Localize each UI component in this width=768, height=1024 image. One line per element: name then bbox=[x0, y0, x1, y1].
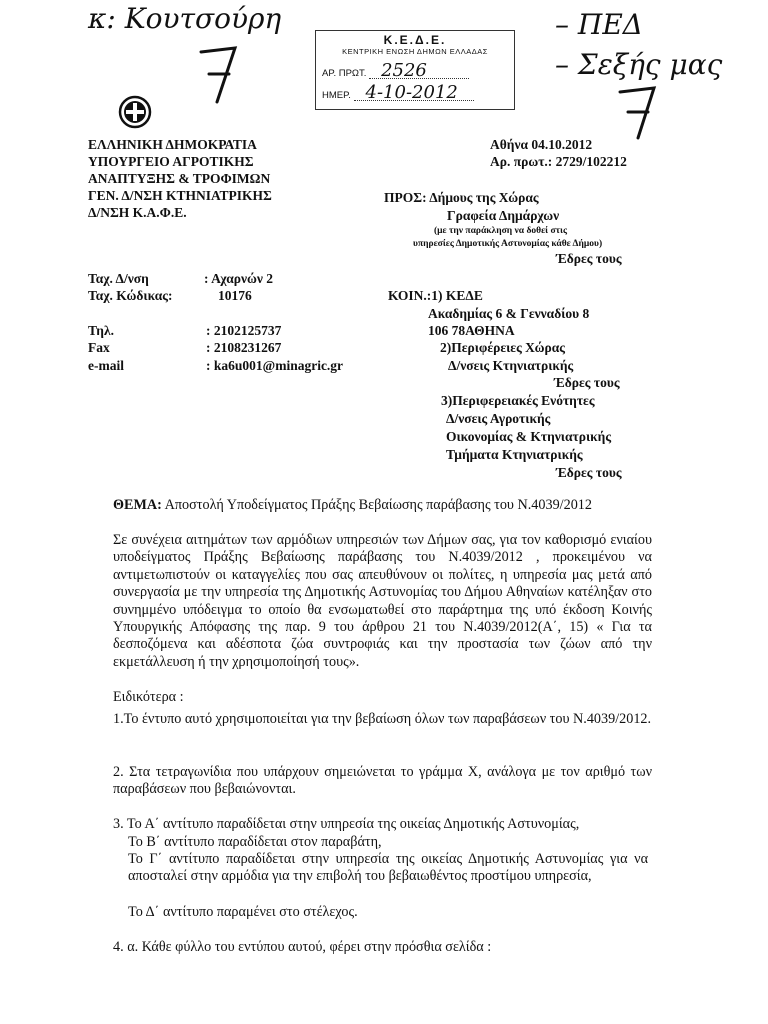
cc-line-5: Δ/νσεις Κτηνιατρικής bbox=[448, 358, 574, 373]
body-point-3b: Το Β΄ αντίτυπο παραδίδεται στον παραβάτη, bbox=[128, 834, 382, 850]
greek-emblem-icon bbox=[118, 95, 152, 129]
cc-line-7: 3)Περιφερειακές Ενότητες bbox=[441, 393, 595, 408]
handwritten-note-top-left: κ: Κουτσούρη bbox=[88, 2, 282, 35]
cc-line-8: Δ/νσεις Αγροτικής bbox=[446, 411, 551, 426]
handwritten-note-top-right-2: – Σεξής μας bbox=[555, 48, 723, 81]
stamp-protocol-row bbox=[322, 60, 469, 81]
contact-fax-value: : 2108231267 bbox=[206, 340, 282, 355]
handwritten-mark-7-left bbox=[195, 40, 245, 110]
cc-line-9: Οικονομίας & Κτηνιατρικής bbox=[446, 429, 612, 444]
contact-fax-label: Fax bbox=[88, 340, 110, 355]
sender-line-3: ΑΝΑΠΤΥΞΗΣ & ΤΡΟΦΙΜΩΝ bbox=[88, 171, 271, 186]
body-point-3a: 3. Το Α΄ αντίτυπο παραδίδεται στην υπηρεσία της οικείας Δημοτικής Αστυνομίας, bbox=[113, 816, 580, 832]
contact-zip-value: 10176 bbox=[218, 288, 252, 303]
body-point-2: 2. Στα τετραγωνίδια που υπάρχουν σημειώνεται το γράμμα Χ, ανάλογα με τον αριθμό των παραβάσεων που βεβαιώνονται. bbox=[113, 764, 652, 798]
cc-line-6: Έδρες τους bbox=[554, 375, 620, 390]
stamp-date-row bbox=[322, 82, 474, 103]
reception-stamp bbox=[315, 30, 515, 110]
sender-line-1: ΕΛΛΗΝΙΚΗ ΔΗΜΟΚΡΑΤΙΑ bbox=[88, 137, 257, 152]
document-meta bbox=[490, 136, 627, 170]
sender-block bbox=[88, 136, 272, 221]
body-point-1: 1.Το έντυπο αυτό χρησιμοποιείται για την βεβαίωση όλων των παραβάσεων του Ν.4039/2012. bbox=[113, 711, 652, 727]
cc-line-2: Ακαδημίας 6 & Γενναδίου 8 bbox=[428, 306, 590, 321]
cc-line-3: 106 78ΑΘΗΝΑ bbox=[428, 323, 515, 338]
body-point-4: 4. α. Κάθε φύλλο του εντύπου αυτού, φέρει στην πρόσθια σελίδα : bbox=[113, 939, 492, 955]
body-specifically: Ειδικότερα : bbox=[113, 689, 184, 705]
body-point-3c: Το Γ΄ αντίτυπο παραδίδεται στην υπηρεσία της οικείας Δημοτικής Αστυνομίας για να αποσταλεί στην αρμόδια για την επιβολή του βεβαιωθέντος προστίμου υπηρεσία, bbox=[128, 851, 648, 885]
sender-line-5: Δ/ΝΣΗ Κ.Α.Φ.Ε. bbox=[88, 205, 187, 220]
stamp-org-full: ΚΕΝΤΡΙΚΗ ΕΝΩΣΗ ΔΗΜΩΝ ΕΛΛΑΔΑΣ bbox=[342, 47, 488, 56]
stamp-date-label: ΗΜΕΡ. bbox=[322, 90, 351, 101]
document-date: Αθήνα 04.10.2012 bbox=[490, 137, 593, 152]
stamp-protocol-label: ΑΡ. ΠΡΩΤ. bbox=[322, 68, 367, 79]
contact-tel-label: Τηλ. bbox=[88, 323, 114, 338]
cc-line-10: Τμήματα Κτηνιατρικής bbox=[446, 447, 583, 462]
recipient-seats: Έδρες τους bbox=[556, 251, 622, 266]
contact-zip-label: Ταχ. Κώδικας: bbox=[88, 288, 173, 303]
sender-line-2: ΥΠΟΥΡΓΕΙΟ ΑΓΡΟΤΙΚΗΣ bbox=[88, 154, 254, 169]
contact-address-value: : Αχαρνών 2 bbox=[204, 271, 274, 286]
recipient-note-1: (με την παράκληση να δοθεί στις bbox=[434, 226, 567, 236]
contact-tel-value: : 2102125737 bbox=[206, 323, 282, 338]
body-intro: Σε συνέχεια αιτημάτων των αρμόδιων υπηρεσιών των Δήμων σας, για τον καθορισμό ενιαίου υποδείγματος Πράξης Βεβαίωσης παράβασης του Ν.4039/2012 , προκειμένου να αντιμετωπιστούν οι καταγγελίες που σας απευθύνουν οι πολίτες, η υπηρεσία μας μετά από συνεργασία με την υπηρεσία της Δημοτικής Αστυνομίας του Δήμου Αθηναίων κατέληξαν στο συνημμένο υπόδειγμα το οποίο θα ενσωματωθεί στο παράρτημα της υπό έκδοση Κοινής Υπουργικής Απόφασης της παρ. 9 του άρθρου 21 του Ν.4039/2012(Α΄, 15) « Για τα δεσποζόμενα και αδέσποτα ζώα συντροφιάς και την προστασία των ζώων από την εκμετάλλευση ή την χρησιμοποίησή τους». bbox=[113, 532, 652, 670]
handwritten-mark-7-right bbox=[612, 82, 662, 142]
subject-line bbox=[113, 497, 673, 514]
stamp-protocol-value: 2526 bbox=[381, 60, 427, 81]
body-point-3d: Το Δ΄ αντίτυπο παραμένει στο στέλεχος. bbox=[128, 904, 358, 920]
cc-line-11: Έδρες τους bbox=[556, 465, 622, 480]
subject-text: Αποστολή Υποδείγματος Πράξης Βεβαίωσης παράβασης του Ν.4039/2012 bbox=[164, 497, 592, 513]
stamp-date-value: 4-10-2012 bbox=[365, 82, 458, 103]
recipient-line-2: Γραφεία Δημάρχων bbox=[447, 208, 560, 223]
sender-line-4: ΓΕΝ. Δ/ΝΣΗ ΚΤΗΝΙΑΤΡΙΚΗΣ bbox=[88, 188, 272, 203]
cc-line-4: 2)Περιφέρειες Χώρας bbox=[440, 340, 565, 355]
recipient-label: ΠΡΟΣ: Δήμους της Χώρας bbox=[384, 190, 539, 205]
subject-label: ΘΕΜΑ: bbox=[113, 497, 162, 513]
handwritten-note-top-right-1: – ΠΕΔ bbox=[555, 8, 643, 41]
contact-email-value: : ka6u001@minagric.gr bbox=[206, 358, 344, 373]
document-protocol: Αρ. πρωτ.: 2729/102212 bbox=[490, 154, 627, 169]
stamp-org: Κ.Ε.Δ.Ε. bbox=[383, 33, 447, 47]
recipient-note-2: υπηρεσίες Δημοτικής Αστυνομίας κάθε Δήμου) bbox=[413, 239, 603, 249]
cc-line-1: ΚΟΙΝ.:1) ΚΕΔΕ bbox=[388, 288, 483, 303]
contact-address-label: Ταχ. Δ/νση bbox=[88, 271, 149, 286]
contact-email-label: e-mail bbox=[88, 358, 124, 373]
